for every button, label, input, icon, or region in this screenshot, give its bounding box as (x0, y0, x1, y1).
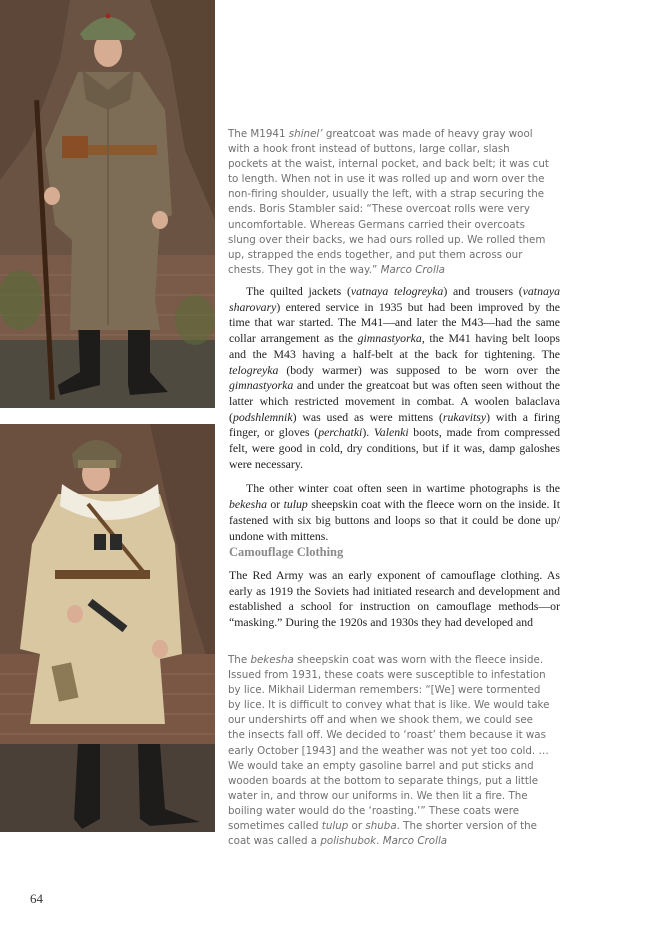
greatcoat-photo-illustration (0, 0, 215, 408)
text-run: The M1941 (228, 128, 289, 140)
text-run: boots, made from compressed felt, were good in cold, dry conditions, but if it was, damp galoshes were necessary. (229, 425, 561, 471)
italic-text-run: bekesha (229, 497, 267, 512)
text-run: or (348, 820, 366, 833)
text-run: sheepskin coat with the fleece worn on the inside. It fastened with six big buttons and loops so that it could be done up/ undone with mittens. (229, 497, 560, 543)
text-run: ). (362, 425, 374, 440)
text-run: , the M41 having belt loops and the M43 having a half-belt at the back for tightening. The (229, 331, 560, 361)
text-run: and under the greatcoat but was often seen without the latter which restricted movement in combat. A woolen balaclava ( (229, 378, 560, 424)
italic-text-run: Marco Crolla (380, 263, 445, 276)
text-run: The (228, 654, 251, 666)
text-run: . (376, 835, 383, 848)
text-run: (body warmer) was supposed to be worn over the (278, 362, 560, 377)
italic-text-run: rukavitsy (442, 409, 487, 424)
caption-greatcoat (228, 127, 550, 278)
italic-text-run: perchatki (318, 425, 363, 440)
text-run: ) with a firing finger, or gloves ( (229, 409, 560, 440)
page-number: 64 (30, 891, 43, 906)
italic-text-run: tulup (321, 820, 349, 833)
italic-text-run: Valenki (373, 425, 409, 440)
italic-text-run: vatnaya sharovary (229, 284, 561, 314)
paragraph-camouflage (229, 568, 560, 631)
italic-text-run: shinel’ (288, 128, 323, 140)
text-run: The quilted jackets ( (246, 284, 351, 298)
caption-sheepskin-coat (228, 653, 550, 849)
text-run: . The shorter version of the coat was called a (228, 820, 537, 848)
paragraph-winter-coat (229, 481, 560, 544)
text-run: The other winter coat often seen in wartime photographs is the (246, 481, 560, 496)
text-run: sheepskin coat was worn with the fleece inside. Issued from 1931, these coats were susceptible to infestation by lice. Mikhail Liderman remembers: “[We] were tormented by lice. It is difficult to convey what that is like. We would take our undershirts off and when we shook them, we could see the insects fall off. We decided to ‘roast’ them because it was early October [1943] and the weather was not yet too cold. … We would take an empty gasoline barrel and put sticks and wooden boards at the bottom to separate things, put a little water in, and throw our uniforms in. We then lit a fire. The boiling water would do the ‘roasting.’” These coats were sometimes called (228, 654, 550, 833)
sheepskin-photo-illustration (0, 424, 215, 832)
text-run: ) entered service in 1935 but had been improved by the time that war started. The M41—and later the M43—had the same collar arrangement as the (229, 299, 560, 346)
italic-text-run: podshlemnik (232, 409, 293, 424)
text-run: The Red Army was an early exponent of camouflage clothing. As early as 1919 the Soviets had initiated research and development and established a school for instruction on camouflage methods—or “masking.” During the 1920s and 1930s they had developed and (229, 568, 560, 630)
text-run: or (267, 497, 284, 512)
italic-text-run: vatnaya telogreyka (350, 284, 444, 298)
italic-text-run: tulup (283, 497, 308, 512)
body-text-camouflage (229, 568, 560, 640)
text-run: ) was used as were mittens ( (292, 409, 443, 424)
paragraph-quilted-jackets (229, 284, 560, 472)
section-heading-camouflage: Camouflage Clothing (229, 545, 344, 559)
italic-text-run: Marco Crolla (382, 835, 448, 848)
body-text-top (229, 284, 560, 553)
italic-text-run: gimnastyorka (229, 378, 294, 393)
italic-text-run: shuba (365, 820, 397, 833)
text-run: ) and trousers ( (443, 284, 523, 298)
greatcoat-soldier-photo (0, 0, 215, 408)
sheepskin-coat-soldier-photo (0, 424, 215, 832)
italic-text-run: polishubok (320, 835, 377, 848)
italic-text-run: gimnastyorka (357, 331, 422, 346)
text-run: greatcoat was made of heavy gray wool with a hook front instead of buttons, large collar, slash pockets at the waist, internal pocket, and back belt; it was cut to length. When not in use it was rolled up and worn over the non-firing shoulder, usually the left, with a strap securing the ends. Boris Stambler said: “These overcoat rolls were very uncomfortable. Whereas Germans carried their overcoats slung over their backs, we had ours rolled up. We rolled them up, strapped the ends together, and put them across our chests. They got in the way.” (228, 128, 549, 276)
italic-text-run: telogreyka (229, 362, 279, 377)
italic-text-run: bekesha (250, 654, 294, 666)
